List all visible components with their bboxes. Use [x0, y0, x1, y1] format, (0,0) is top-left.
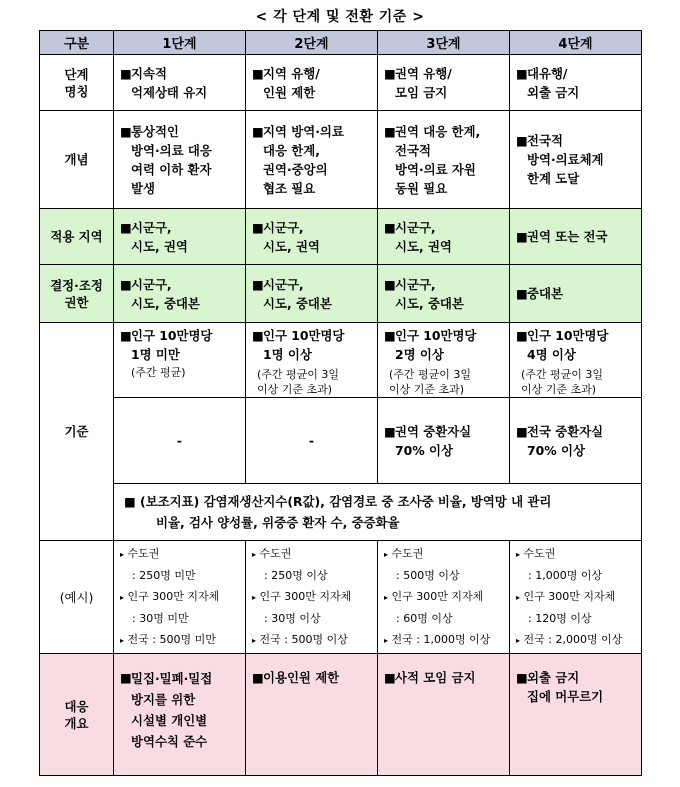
arrow-icon: ▸ [120, 593, 125, 602]
bullet-icon: ■ [384, 328, 396, 343]
arrow-icon: ▸ [516, 593, 521, 602]
row-label: 단계 명칭 [40, 55, 114, 111]
bullet-icon: ■ [252, 276, 264, 292]
table-row: 기준 ■ 인구 10만명당 1명 미만 (주간 평균) ■ 인구 10만명당 1명 이상 (주간 평균이 3일 이상 기준 초과) ■ 인구 10만명당 2명 이상 (주간 평균이 3일 이상 기준 초과) ■ 인구 10만명당 4명 이상 (주간 평균이 3일 이상 기준 초과) [40, 323, 642, 398]
arrow-icon: ▸ [252, 550, 257, 559]
header-row [40, 31, 642, 55]
table-row: (예시) ▸ 수도권 : 250명 미만 ▸ 인구 300만 지자체 : 30명 미만 ▸ 전국 : 500명 미만 ▸ 수도권 : 250명 이상 ▸ 인구 300만 지자체 : 30명 이상 ▸ 전국 : 500명 이상 ▸ 수도권 : 500명 이상 ▸ 인구 300만 지자체 : 60명 이상 ▸ 전국 : 1,000명 이상 ▸ 수도권 : 1,000명 이상 ▸ 인구 300만 지자체 : 120명 이상 ▸ 전국 : 2,000명 이상 [40, 541, 642, 654]
header-cell: 2단계 [246, 31, 378, 55]
bullet-icon: ■ [384, 123, 396, 139]
arrow-icon: ▸ [120, 550, 125, 559]
bullet-icon: ■ [252, 219, 264, 235]
bullet-icon: ■ [120, 65, 132, 81]
bullet-icon: ■ [252, 123, 264, 139]
bullet-icon: ■ [384, 670, 396, 685]
table-row: 결정·조정 권한 ■ 시군구, 시도, 중대본 ■ 시군구, 시도, 중대본 ■ 시군구, 시도, 중대본 ■ 중대본 [40, 265, 642, 323]
table-row: 단계 명칭 ■ 지속적 억제상태 유지 ■ 지역 유행/ 인원 제한 ■ 권역 유행/ 모임 금지 ■ 대유행/ 외출 금지 [40, 55, 642, 111]
row-label: 적용 지역 [40, 209, 114, 265]
bullet-icon: ■ [120, 123, 132, 139]
bullet-icon: ■ [120, 328, 132, 343]
table-row [40, 484, 642, 541]
bullet-icon: ■ [120, 219, 132, 235]
bullet-icon: ■ [120, 276, 132, 292]
arrow-icon: ▸ [120, 636, 125, 645]
table-row: - - ■ 권역 중환자실 70% 이상 ■ 전국 중환자실 70% 이상 [40, 398, 642, 484]
bullet-icon: ■ [516, 286, 528, 301]
bullet-icon: ■ [516, 65, 528, 81]
bullet-icon: ■ [516, 229, 528, 244]
row-label: 결정·조정 권한 [40, 265, 114, 323]
arrow-icon: ▸ [252, 593, 257, 602]
table-row: 적용 지역 ■ 시군구, 시도, 권역 ■ 시군구, 시도, 권역 ■ 시군구, 시도, 권역 ■ 권역 또는 전국 [40, 209, 642, 265]
row-label: 개념 [40, 111, 114, 209]
bullet-icon: ■ [516, 423, 528, 439]
bullet-icon: ■ [252, 670, 264, 685]
row-label: 기준 [40, 323, 114, 541]
table-row: 대응 개요 ■ 밀집·밀폐·밀접 방지를 위한 시설별 개인별 방역수칙 준수 ■ 이용인원 제한 ■ 사적 모임 금지 ■ 외출 금지 집에 머무르기 [40, 654, 642, 776]
row-label: (예시) [40, 541, 114, 654]
bullet-icon: ■ [252, 65, 264, 81]
stage-criteria-table [39, 30, 642, 776]
bullet-icon: ■ [120, 670, 132, 685]
page-title: < 각 단계 및 전환 기준 > [255, 9, 425, 25]
header-cell: 1단계 [114, 31, 246, 55]
bullet-icon: ■ [124, 494, 136, 509]
row-label: 대응 개요 [40, 654, 114, 776]
bullet-icon: ■ [384, 276, 396, 292]
aux-indicator-cell: ■ (보조지표) 감염재생산지수(R값), 감염경로 중 조사중 비율, 방역망 내 관리 비율, 검사 양성률, 위중증 환자 수, 중증화율 [114, 484, 642, 541]
arrow-icon: ▸ [384, 636, 389, 645]
header-cell: 3단계 [378, 31, 510, 55]
arrow-icon: ▸ [516, 550, 521, 559]
bullet-icon: ■ [516, 670, 528, 685]
table-row: 개념 ■ 통상적인 방역·의료 대응 여력 이하 환자 발생 ■ 지역 방역·의료 대응 한계, 권역·중앙의 협조 필요 ■ 권역 대응 한계, 전국적 방역·의료 자원 동원 필요 ■ 전국적 방역·의료체계 한계 도달 [40, 111, 642, 209]
arrow-icon: ▸ [252, 636, 257, 645]
bullet-icon: ■ [384, 219, 396, 235]
arrow-icon: ▸ [384, 550, 389, 559]
bullet-icon: ■ [252, 328, 264, 343]
empty-cell: - [246, 398, 378, 484]
header-cell: 구분 [40, 31, 114, 55]
bullet-icon: ■ [516, 328, 528, 343]
empty-cell: - [114, 398, 246, 484]
arrow-icon: ▸ [384, 593, 389, 602]
arrow-icon: ▸ [516, 636, 521, 645]
bullet-icon: ■ [516, 133, 528, 148]
bullet-icon: ■ [384, 65, 396, 81]
bullet-icon: ■ [384, 423, 396, 439]
header-cell: 4단계 [510, 31, 642, 55]
